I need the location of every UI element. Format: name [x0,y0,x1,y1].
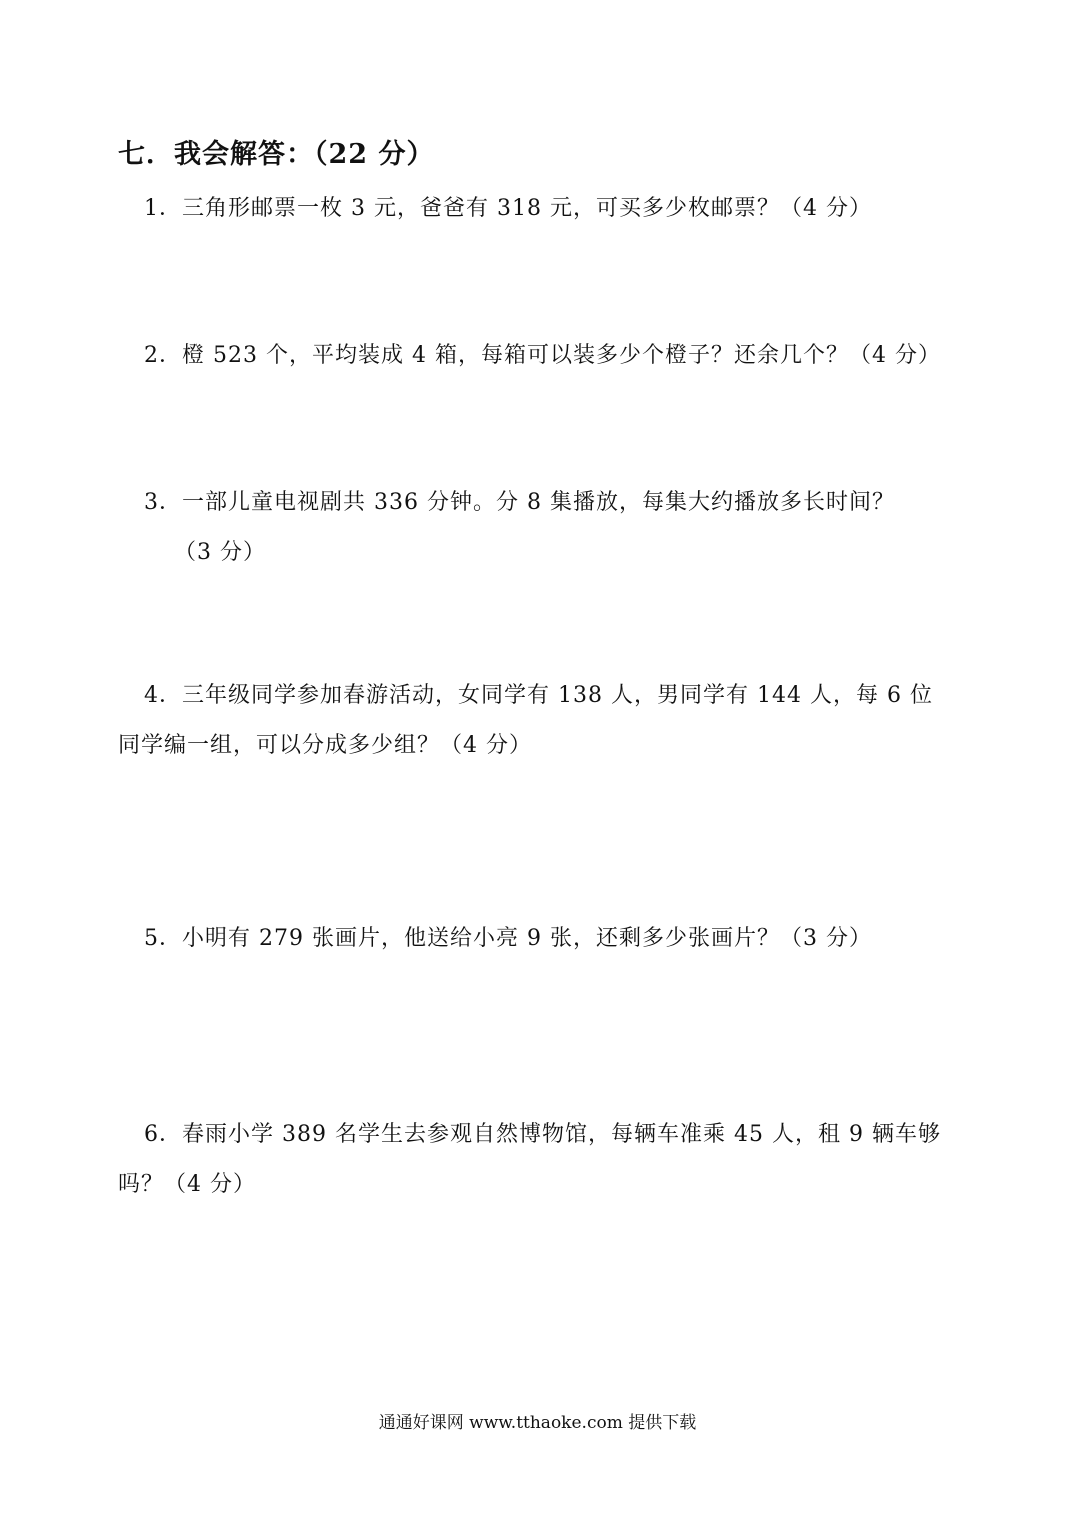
problem-1-text: 1．三角形邮票一枚 3 元，爸爸有 318 元，可买多少枚邮票？（4 分） [144,196,872,221]
section-title: 七．我会解答：（22 分） [118,139,435,170]
problem-3 [118,478,963,578]
problem-6 [118,1110,963,1210]
problem-2-text: 2．橙 523 个，平均装成 4 箱，每箱可以装多少个橙子？还余几个？（4 分） [144,343,941,368]
problem-3-score: （3 分） [174,540,266,565]
problem-5-text: 5．小明有 279 张画片，他送给小亮 9 张，还剩多少张画片？（3 分） [144,926,872,951]
problem-2 [118,331,963,381]
problem-4-text: 4．三年级同学参加春游活动，女同学有 138 人，男同学有 144 人，每 6 位 [144,683,933,708]
problem-5 [118,914,963,964]
footer-source: 通通好课网 www.tthaoke.com 提供下载 [378,1413,697,1433]
problem-1 [118,184,963,234]
problem-4 [118,671,963,771]
problem-3-text: 3．一部儿童电视剧共 336 分钟。分 8 集播放，每集大约播放多长时间？ [144,490,895,515]
problem-6-text-continued: 吗？（4 分） [118,1172,256,1197]
problem-4-text-continued: 同学编一组，可以分成多少组？（4 分） [118,733,532,758]
problem-6-text: 6．春雨小学 389 名学生去参观自然博物馆，每辆车准乘 45 人，租 9 辆车够 [144,1122,941,1147]
